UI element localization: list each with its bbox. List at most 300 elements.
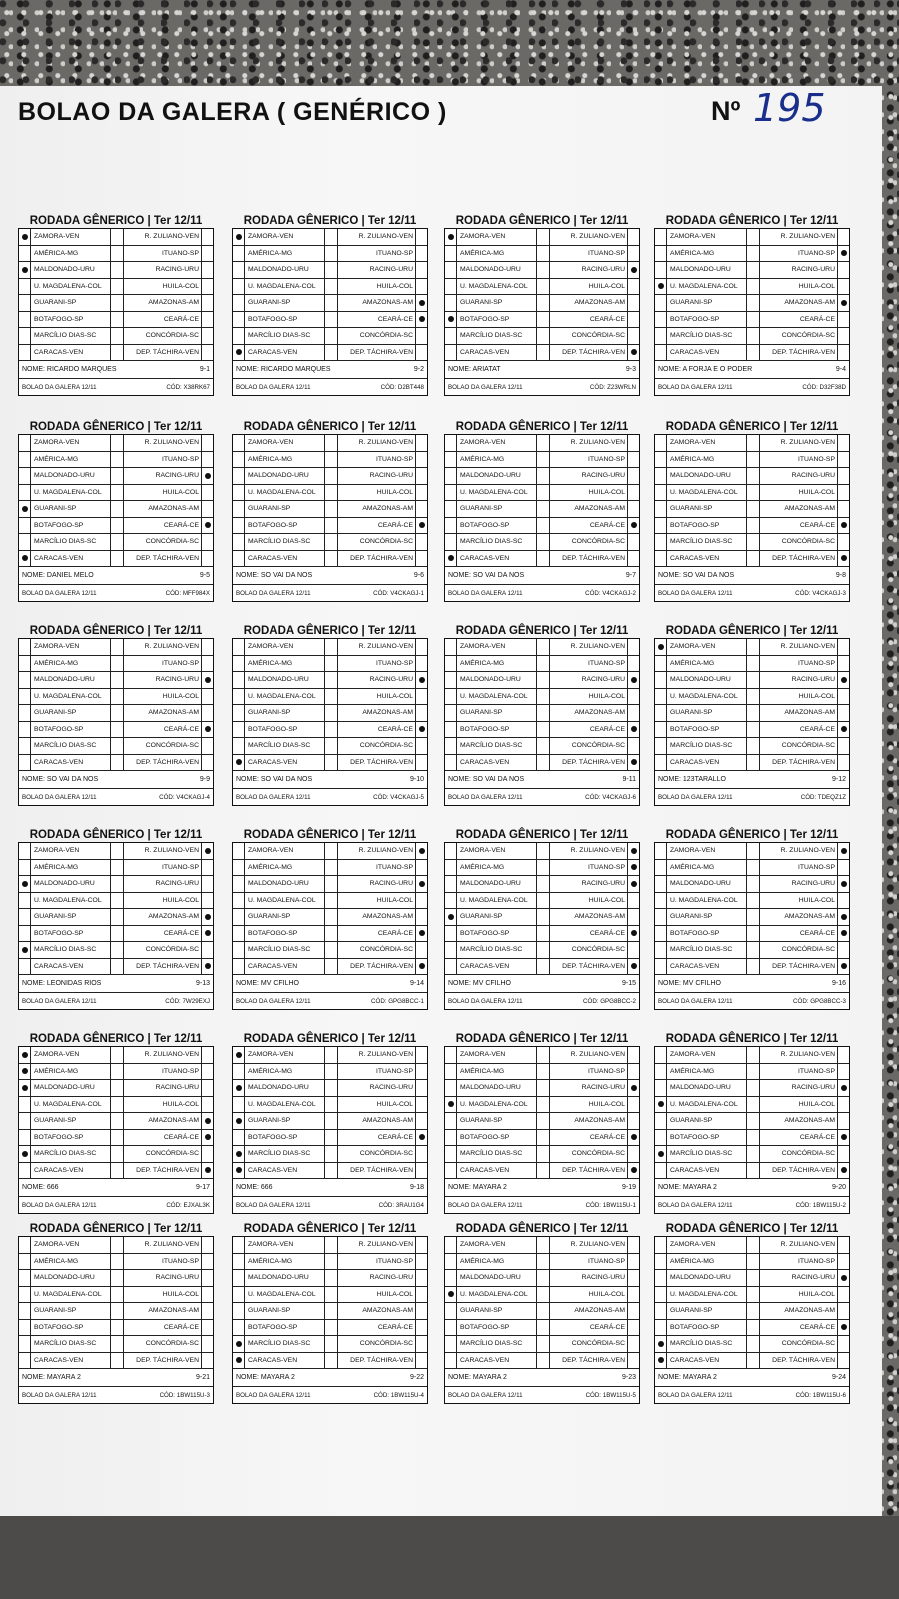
away-team: R. ZULIANO-VEN <box>358 1241 413 1249</box>
game-row <box>19 1047 213 1064</box>
draw-pick-cell <box>324 345 338 361</box>
card-number: 9-16 <box>831 980 846 987</box>
away-pick-cell <box>627 1254 639 1270</box>
home-pick-cell <box>655 1353 667 1369</box>
away-team: RACING-URU <box>369 880 413 888</box>
card-grid <box>18 842 214 1010</box>
away-team: DEP. TÁCHIRA-VEN <box>136 1166 199 1174</box>
bettor-name: NOME: 666 <box>22 1184 59 1191</box>
away-team: DEP. TÁCHIRA-VEN <box>562 1356 625 1364</box>
home-team: GUARANI-SP <box>670 1307 713 1315</box>
game-row <box>233 1287 427 1304</box>
away-pick-cell <box>201 1130 213 1146</box>
card-footer: BOLAO DA GALERA 12/11 <box>658 383 733 391</box>
away-team: RACING-URU <box>155 472 199 480</box>
game-row <box>445 1130 639 1147</box>
home-team: U. MAGDALENA-COL <box>248 692 316 700</box>
card-title: RODADA GÊNERICO | Ter 12/11 <box>29 421 203 433</box>
away-pick-cell <box>415 518 427 534</box>
home-team: MALDONADO-URU <box>670 266 731 274</box>
game-row <box>19 468 213 485</box>
draw-pick-cell <box>324 909 338 925</box>
away-team: HUILA-COL <box>162 1100 199 1108</box>
home-pick-cell <box>233 1353 245 1369</box>
away-pick-cell <box>201 656 213 672</box>
away-team: RACING-URU <box>581 676 625 684</box>
away-team: CONCÓRDIA-SC <box>359 332 413 340</box>
draw-pick-cell <box>324 843 338 859</box>
away-pick-cell <box>627 1097 639 1113</box>
home-pick-cell <box>19 345 31 361</box>
home-team: CARACAS-VEN <box>670 758 720 766</box>
game-row <box>19 1320 213 1337</box>
home-team: ZAMORA-VEN <box>248 1241 294 1249</box>
away-team: AMAZONAS-AM <box>362 709 413 717</box>
home-team: BOTAFOGO-SP <box>34 315 84 323</box>
home-team: BOTAFOGO-SP <box>670 725 720 733</box>
away-pick-cell <box>837 1320 849 1336</box>
draw-pick-cell <box>324 1080 338 1096</box>
name-row <box>445 771 639 789</box>
home-pick-cell <box>19 1254 31 1270</box>
game-row <box>445 893 639 910</box>
away-team: CEARÁ-CE <box>377 725 413 733</box>
away-team: CONCÓRDIA-SC <box>781 1150 835 1158</box>
away-pick-cell <box>627 893 639 909</box>
away-team: AMAZONAS-AM <box>784 505 835 513</box>
away-pick-cell <box>201 755 213 771</box>
home-pick-cell <box>445 262 457 278</box>
home-team: BOTAFOGO-SP <box>248 929 298 937</box>
game-row <box>233 1237 427 1254</box>
game-row <box>655 279 849 296</box>
away-pick-cell <box>415 1113 427 1129</box>
name-row <box>655 1179 849 1197</box>
card-footer: BOLAO DA GALERA 12/11 <box>658 793 733 801</box>
draw-pick-cell <box>110 534 124 550</box>
away-team: RACING-URU <box>369 266 413 274</box>
game-row <box>655 1113 849 1130</box>
home-pick-cell <box>19 738 31 754</box>
home-team: AMÉRICA-MG <box>34 1257 79 1265</box>
away-team: AMAZONAS-AM <box>148 299 199 307</box>
home-team: GUARANI-SP <box>460 505 503 513</box>
pick-dot <box>631 930 637 936</box>
away-pick-cell <box>201 1237 213 1253</box>
card-footer: BOLAO DA GALERA 12/11 <box>236 383 311 391</box>
home-team: MARCÍLIO DIAS-SC <box>460 1340 523 1348</box>
game-row <box>655 1047 849 1064</box>
pick-dot <box>205 677 211 683</box>
away-team: RACING-URU <box>581 880 625 888</box>
away-team: CONCÓRDIA-SC <box>359 1150 413 1158</box>
pick-dot <box>631 864 637 870</box>
away-team: CONCÓRDIA-SC <box>145 332 199 340</box>
home-team: CARACAS-VEN <box>248 1166 298 1174</box>
home-team: MALDONADO-URU <box>670 676 731 684</box>
home-team: BOTAFOGO-SP <box>670 1133 720 1141</box>
home-pick-cell <box>445 656 457 672</box>
home-pick-cell <box>655 926 667 942</box>
pick-dot <box>841 1324 847 1330</box>
away-team: ITUANO-SP <box>161 863 199 871</box>
away-pick-cell <box>837 1113 849 1129</box>
card-grid <box>444 842 640 1010</box>
home-team: CARACAS-VEN <box>34 962 84 970</box>
draw-pick-cell <box>324 893 338 909</box>
home-pick-cell <box>655 534 667 550</box>
away-pick-cell <box>627 656 639 672</box>
away-pick-cell <box>201 1254 213 1270</box>
card-number: 9-1 <box>199 366 210 373</box>
away-pick-cell <box>837 738 849 754</box>
card-number: 9-9 <box>199 776 210 783</box>
home-team: MARCÍLIO DIAS-SC <box>34 1150 97 1158</box>
away-pick-cell <box>201 345 213 361</box>
game-row <box>19 876 213 893</box>
card-number: 9-7 <box>625 572 636 579</box>
away-pick-cell <box>627 689 639 705</box>
away-pick-cell <box>837 1047 849 1063</box>
away-team: CEARÁ-CE <box>163 725 199 733</box>
game-row <box>445 722 639 739</box>
away-pick-cell <box>415 672 427 688</box>
away-team: CEARÁ-CE <box>589 725 625 733</box>
home-pick-cell <box>445 1336 457 1352</box>
away-pick-cell <box>201 1097 213 1113</box>
home-pick-cell <box>19 656 31 672</box>
card-code: CÓD: 1BW115U-6 <box>795 1391 846 1399</box>
away-pick-cell <box>627 1270 639 1286</box>
home-team: GUARANI-SP <box>460 913 503 921</box>
game-row <box>233 722 427 739</box>
home-team: GUARANI-SP <box>460 299 503 307</box>
draw-pick-cell <box>536 1163 550 1179</box>
game-row <box>19 1254 213 1271</box>
bettor-name: NOME: RICARDO MARQUES <box>22 366 117 373</box>
card-footer: BOLAO DA GALERA 12/11 <box>448 997 523 1005</box>
game-row <box>19 1270 213 1287</box>
away-team: CONCÓRDIA-SC <box>145 538 199 546</box>
game-row <box>655 1254 849 1271</box>
draw-pick-cell <box>536 926 550 942</box>
game-row <box>655 722 849 739</box>
away-team: CEARÁ-CE <box>799 315 835 323</box>
game-row <box>655 435 849 452</box>
home-team: MALDONADO-URU <box>248 1084 309 1092</box>
draw-pick-cell <box>324 942 338 958</box>
away-team: CEARÁ-CE <box>799 725 835 733</box>
draw-pick-cell <box>324 1353 338 1369</box>
away-team: ITUANO-SP <box>375 249 413 257</box>
away-pick-cell <box>837 656 849 672</box>
card-footer: BOLAO DA GALERA 12/11 <box>22 793 97 801</box>
home-pick-cell <box>655 501 667 517</box>
home-team: U. MAGDALENA-COL <box>34 282 102 290</box>
away-team: ITUANO-SP <box>161 659 199 667</box>
home-team: MALDONADO-URU <box>460 266 521 274</box>
code-row <box>655 379 849 395</box>
game-row <box>19 551 213 568</box>
home-team: MALDONADO-URU <box>460 880 521 888</box>
card-footer: BOLAO DA GALERA 12/11 <box>236 997 311 1005</box>
home-team: MARCÍLIO DIAS-SC <box>34 332 97 340</box>
home-team: GUARANI-SP <box>34 1307 77 1315</box>
away-pick-cell <box>627 1336 639 1352</box>
away-team: CONCÓRDIA-SC <box>571 538 625 546</box>
home-team: MARCÍLIO DIAS-SC <box>670 538 733 546</box>
home-team: GUARANI-SP <box>460 709 503 717</box>
away-pick-cell <box>415 1254 427 1270</box>
game-row <box>233 551 427 568</box>
away-team: RACING-URU <box>791 472 835 480</box>
draw-pick-cell <box>110 689 124 705</box>
game-row <box>655 1336 849 1353</box>
draw-pick-cell <box>324 501 338 517</box>
away-pick-cell <box>837 246 849 262</box>
away-pick-cell <box>837 1097 849 1113</box>
home-team: BOTAFOGO-SP <box>34 1323 84 1331</box>
home-pick-cell <box>655 672 667 688</box>
away-pick-cell <box>837 959 849 975</box>
pick-dot <box>205 963 211 969</box>
draw-pick-cell <box>324 534 338 550</box>
card-footer: BOLAO DA GALERA 12/11 <box>658 1201 733 1209</box>
home-team: MARCÍLIO DIAS-SC <box>460 1150 523 1158</box>
away-team: CEARÁ-CE <box>589 1133 625 1141</box>
game-row <box>233 468 427 485</box>
away-pick-cell <box>201 843 213 859</box>
home-team: MARCÍLIO DIAS-SC <box>460 332 523 340</box>
away-pick-cell <box>201 705 213 721</box>
home-pick-cell <box>233 1303 245 1319</box>
away-team: CEARÁ-CE <box>377 1323 413 1331</box>
draw-pick-cell <box>324 959 338 975</box>
home-team: AMÉRICA-MG <box>460 659 505 667</box>
card-title: RODADA GÊNERICO | Ter 12/11 <box>29 829 203 841</box>
game-row <box>655 689 849 706</box>
away-team: R. ZULIANO-VEN <box>780 847 835 855</box>
code-row <box>233 1387 427 1403</box>
home-team: U. MAGDALENA-COL <box>248 896 316 904</box>
home-pick-cell <box>233 501 245 517</box>
home-team: BOTAFOGO-SP <box>460 1133 510 1141</box>
game-row <box>233 229 427 246</box>
card-grid <box>18 1046 214 1214</box>
card-grid <box>232 434 428 602</box>
game-row <box>655 501 849 518</box>
home-team: BOTAFOGO-SP <box>248 315 298 323</box>
away-team: DEP. TÁCHIRA-VEN <box>136 1356 199 1364</box>
game-row <box>445 1353 639 1370</box>
home-team: CARACAS-VEN <box>248 962 298 970</box>
away-team: AMAZONAS-AM <box>148 505 199 513</box>
home-team: GUARANI-SP <box>34 913 77 921</box>
game-row <box>445 468 639 485</box>
game-row <box>655 639 849 656</box>
code-row <box>445 1197 639 1213</box>
away-team: HUILA-COL <box>376 692 413 700</box>
draw-pick-cell <box>324 1237 338 1253</box>
draw-pick-cell <box>536 246 550 262</box>
away-pick-cell <box>837 501 849 517</box>
home-pick-cell <box>233 295 245 311</box>
game-row <box>445 435 639 452</box>
game-row <box>655 345 849 362</box>
game-row <box>445 942 639 959</box>
game-row <box>655 1303 849 1320</box>
pick-dot <box>631 881 637 887</box>
away-pick-cell <box>201 295 213 311</box>
away-team: CONCÓRDIA-SC <box>571 1340 625 1348</box>
home-pick-cell <box>19 312 31 328</box>
away-pick-cell <box>837 689 849 705</box>
game-row <box>445 1064 639 1081</box>
game-row <box>233 689 427 706</box>
home-pick-cell <box>655 1130 667 1146</box>
bet-card <box>18 420 214 602</box>
name-row <box>233 1369 427 1387</box>
home-pick-cell <box>655 1270 667 1286</box>
away-pick-cell <box>837 705 849 721</box>
draw-pick-cell <box>324 656 338 672</box>
home-pick-cell <box>445 860 457 876</box>
game-row <box>655 229 849 246</box>
home-team: ZAMORA-VEN <box>34 439 80 447</box>
away-team: CONCÓRDIA-SC <box>781 946 835 954</box>
away-team: DEP. TÁCHIRA-VEN <box>772 554 835 562</box>
name-row <box>233 567 427 585</box>
home-team: AMÉRICA-MG <box>670 1067 715 1075</box>
game-row <box>445 345 639 362</box>
away-team: RACING-URU <box>581 1084 625 1092</box>
draw-pick-cell <box>746 1254 760 1270</box>
away-team: AMAZONAS-AM <box>362 505 413 513</box>
away-team: RACING-URU <box>155 676 199 684</box>
home-pick-cell <box>445 1080 457 1096</box>
game-row <box>19 246 213 263</box>
bettor-name: NOME: ARIATAT <box>448 366 501 373</box>
draw-pick-cell <box>110 656 124 672</box>
home-pick-cell <box>19 1336 31 1352</box>
home-pick-cell <box>655 1146 667 1162</box>
away-pick-cell <box>627 501 639 517</box>
away-team: CEARÁ-CE <box>589 929 625 937</box>
home-team: AMÉRICA-MG <box>670 659 715 667</box>
home-team: AMÉRICA-MG <box>248 659 293 667</box>
draw-pick-cell <box>324 926 338 942</box>
home-pick-cell <box>655 722 667 738</box>
home-pick-cell <box>445 1097 457 1113</box>
home-pick-cell <box>233 1287 245 1303</box>
home-team: ZAMORA-VEN <box>460 233 506 241</box>
card-code: CÓD: 1BW115U-4 <box>373 1391 424 1399</box>
draw-pick-cell <box>110 909 124 925</box>
home-pick-cell <box>19 959 31 975</box>
home-pick-cell <box>445 1353 457 1369</box>
game-row <box>445 656 639 673</box>
away-team: HUILA-COL <box>376 1100 413 1108</box>
game-row <box>655 843 849 860</box>
draw-pick-cell <box>746 1047 760 1063</box>
away-pick-cell <box>415 1064 427 1080</box>
draw-pick-cell <box>536 229 550 245</box>
home-pick-cell <box>445 1287 457 1303</box>
home-pick-cell <box>655 295 667 311</box>
game-row <box>19 534 213 551</box>
card-footer: BOLAO DA GALERA 12/11 <box>236 1391 311 1399</box>
game-row <box>19 1163 213 1180</box>
away-team: R. ZULIANO-VEN <box>144 1051 199 1059</box>
game-row <box>655 755 849 772</box>
pick-dot <box>236 759 242 765</box>
handwritten-number: 195 <box>753 86 826 130</box>
away-pick-cell <box>201 722 213 738</box>
draw-pick-cell <box>746 1130 760 1146</box>
card-grid <box>654 434 850 602</box>
bet-card <box>654 214 850 396</box>
away-team: RACING-URU <box>155 880 199 888</box>
home-team: AMÉRICA-MG <box>248 1257 293 1265</box>
draw-pick-cell <box>110 1097 124 1113</box>
away-team: CONCÓRDIA-SC <box>359 946 413 954</box>
draw-pick-cell <box>536 1270 550 1286</box>
draw-pick-cell <box>536 1353 550 1369</box>
away-team: HUILA-COL <box>162 488 199 496</box>
draw-pick-cell <box>324 518 338 534</box>
away-pick-cell <box>627 534 639 550</box>
away-team: RACING-URU <box>369 1274 413 1282</box>
draw-pick-cell <box>110 1254 124 1270</box>
away-team: DEP. TÁCHIRA-VEN <box>562 962 625 970</box>
home-team: U. MAGDALENA-COL <box>248 488 316 496</box>
home-team: CARACAS-VEN <box>34 348 84 356</box>
pick-dot <box>658 283 664 289</box>
draw-pick-cell <box>324 312 338 328</box>
home-pick-cell <box>19 705 31 721</box>
pick-dot <box>419 522 425 528</box>
home-pick-cell <box>445 893 457 909</box>
away-pick-cell <box>201 312 213 328</box>
game-row <box>233 909 427 926</box>
code-row <box>655 1197 849 1213</box>
home-team: GUARANI-SP <box>670 299 713 307</box>
home-pick-cell <box>655 843 667 859</box>
home-pick-cell <box>19 672 31 688</box>
draw-pick-cell <box>324 1146 338 1162</box>
home-team: U. MAGDALENA-COL <box>248 282 316 290</box>
away-pick-cell <box>415 1353 427 1369</box>
draw-pick-cell <box>746 1146 760 1162</box>
draw-pick-cell <box>110 876 124 892</box>
away-pick-cell <box>627 295 639 311</box>
home-pick-cell <box>233 551 245 567</box>
pick-dot <box>236 234 242 240</box>
away-team: R. ZULIANO-VEN <box>780 1241 835 1249</box>
home-pick-cell <box>19 689 31 705</box>
away-pick-cell <box>837 860 849 876</box>
draw-pick-cell <box>746 1320 760 1336</box>
away-pick-cell <box>415 1097 427 1113</box>
away-team: HUILA-COL <box>162 692 199 700</box>
home-team: GUARANI-SP <box>248 1117 291 1125</box>
card-grid <box>232 228 428 396</box>
game-row <box>445 1254 639 1271</box>
pick-dot <box>205 848 211 854</box>
home-team: CARACAS-VEN <box>670 1356 720 1364</box>
away-team: CONCÓRDIA-SC <box>145 742 199 750</box>
away-pick-cell <box>837 722 849 738</box>
